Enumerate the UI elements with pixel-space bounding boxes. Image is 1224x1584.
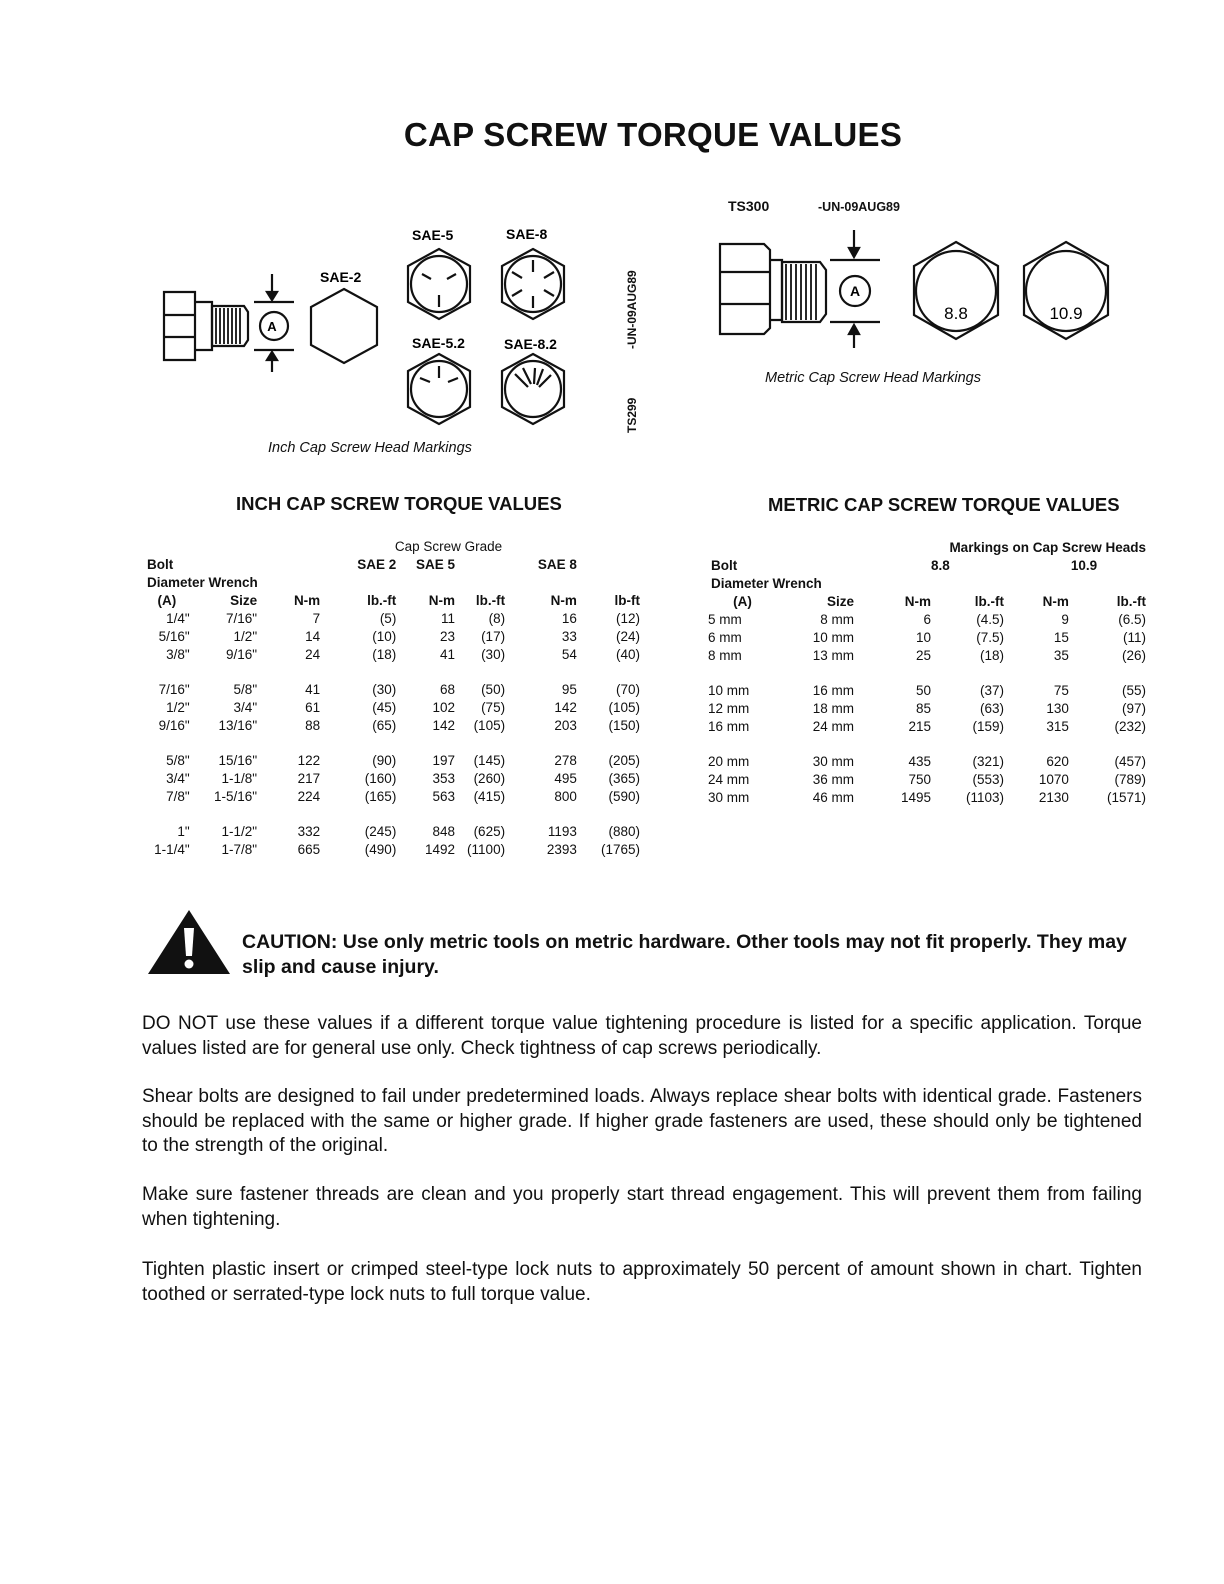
table-cell: 25 — [916, 648, 932, 663]
table-cell: 1" — [177, 824, 190, 839]
inch-table-body — [144, 610, 640, 859]
table-cell: (37) — [980, 683, 1005, 698]
table-cell: (65) — [372, 718, 397, 733]
table-cell: 1495 — [900, 790, 932, 805]
table-cell: 24 mm — [812, 719, 854, 734]
table-cell: 61 — [305, 700, 321, 715]
table-cell: (415) — [473, 789, 506, 804]
sae-5-head-icon — [408, 249, 470, 319]
inch-grade-sae5: SAE 5 — [416, 557, 456, 572]
table-cell: 16 — [561, 611, 577, 626]
table-cell: 353 — [432, 771, 456, 786]
table-cell: (490) — [364, 842, 397, 857]
table-row — [144, 646, 640, 664]
table-cell: (17) — [481, 629, 506, 644]
table-cell: (105) — [608, 700, 640, 715]
inch-head-markings-diagram — [150, 222, 620, 437]
table-cell: 13 mm — [812, 648, 854, 663]
table-cell: (45) — [372, 700, 397, 715]
grade-10-9-label: 10.9 — [1049, 304, 1083, 323]
table-cell: 315 — [1046, 719, 1069, 734]
table-cell: 11 — [441, 611, 456, 626]
table-cell: 10 mm — [812, 630, 854, 645]
table-cell: 68 — [440, 682, 456, 697]
table-row — [144, 841, 640, 859]
table-cell: 14 — [305, 629, 321, 644]
metric-torque-table — [708, 539, 1146, 807]
sae-8-head-icon — [502, 249, 564, 319]
table-cell: 15 — [1053, 630, 1069, 645]
inch-grade-sae8: SAE 8 — [537, 557, 577, 572]
column-header: (A) — [157, 593, 177, 608]
table-cell: (457) — [1114, 754, 1146, 769]
column-header: N-m — [1042, 594, 1069, 609]
table-cell: (24) — [615, 629, 640, 644]
table-cell: 278 — [554, 753, 577, 768]
table-cell: 3/4" — [166, 771, 190, 786]
table-cell: 7 — [312, 611, 321, 626]
table-cell: (1100) — [467, 842, 506, 857]
metric-bolt-label: Bolt — [711, 558, 738, 573]
table-cell: 122 — [297, 753, 321, 768]
table-cell: 1492 — [425, 842, 456, 857]
table-cell: 2393 — [546, 842, 577, 857]
inch-diagram-caption: Inch Cap Screw Head Markings — [268, 440, 472, 456]
paragraph: Make sure fastener threads are clean and you properly start thread engagement. This will prevent them from failing when tightening. — [142, 1184, 1142, 1230]
sae-5-2-head-icon — [408, 354, 470, 424]
table-cell: 217 — [297, 771, 321, 786]
table-cell: (321) — [972, 754, 1005, 769]
inch-torque-table — [144, 538, 640, 859]
table-cell: (245) — [364, 824, 397, 839]
table-cell: 1/2" — [233, 629, 258, 644]
table-cell: (90) — [372, 753, 397, 768]
table-cell: (165) — [364, 789, 397, 804]
metric-8-8-head-icon — [914, 242, 998, 339]
table-cell: 15/16" — [218, 753, 258, 768]
table-cell: 41 — [305, 682, 321, 697]
table-cell: 1/4" — [166, 611, 190, 626]
table-cell: 848 — [432, 824, 456, 839]
table-cell: (590) — [608, 789, 640, 804]
table-cell: (7.5) — [976, 630, 1005, 645]
warning-icon — [146, 908, 232, 976]
table-cell: 33 — [561, 629, 577, 644]
table-cell: (50) — [481, 682, 506, 697]
table-row — [708, 682, 1146, 700]
table-cell: 3/4" — [233, 700, 258, 715]
column-header: lb-ft — [614, 593, 640, 608]
table-row — [708, 611, 1146, 629]
table-cell: 75 — [1053, 683, 1069, 698]
table-cell: (160) — [364, 771, 397, 786]
table-row — [144, 770, 640, 788]
table-cell: 1/2" — [166, 700, 190, 715]
table-cell: 8 mm — [708, 648, 742, 663]
table-cell: 20 mm — [708, 754, 750, 769]
caution-text: CAUTION: Use only metric tools on metric hardware. Other tools may not fit properly. They may slip and cause injury. — [242, 931, 1127, 978]
sae-8-2-head-icon — [502, 354, 564, 424]
table-cell: 197 — [432, 753, 456, 768]
table-cell: 41 — [440, 647, 456, 662]
table-cell: (26) — [1121, 648, 1146, 663]
table-cell: 5/16" — [158, 629, 190, 644]
table-cell: 142 — [554, 700, 577, 715]
table-row — [144, 823, 640, 841]
metric-a-label: A — [849, 283, 861, 299]
table-cell: 1-1/2" — [221, 824, 258, 839]
table-cell: 1-1/8" — [221, 771, 258, 786]
column-header: N-m — [428, 593, 456, 608]
table-cell: 215 — [908, 719, 932, 734]
group-spacer — [144, 806, 640, 823]
sae-8-2-label: SAE-8.2 — [504, 336, 557, 352]
table-cell: (11) — [1122, 630, 1146, 645]
table-cell: (97) — [1121, 701, 1146, 716]
table-cell: (6.5) — [1118, 612, 1146, 627]
table-cell: 36 mm — [812, 772, 854, 787]
table-cell: 35 — [1053, 648, 1069, 663]
table-cell: 24 — [305, 647, 321, 662]
inch-group-header: Cap Screw Grade — [394, 539, 503, 554]
table-cell: 5/8" — [233, 682, 258, 697]
table-cell: 620 — [1046, 754, 1069, 769]
metric-head-markings-diagram — [712, 224, 1122, 354]
table-row — [708, 700, 1146, 718]
table-cell: 10 mm — [708, 683, 750, 698]
table-cell: (75) — [481, 700, 506, 715]
metric-diagram-caption: Metric Cap Screw Head Markings — [765, 370, 981, 386]
table-row — [144, 699, 640, 717]
sae-8-label: SAE-8 — [506, 226, 548, 242]
inch-table-heading: INCH CAP SCREW TORQUE VALUES — [236, 493, 562, 514]
table-cell: 8 mm — [820, 612, 854, 627]
inch-diam-wrench-label: Diameter Wrench — [147, 575, 258, 590]
table-cell: 88 — [305, 718, 321, 733]
metric-diagram-ref: TS300 — [728, 198, 770, 214]
table-cell: (30) — [481, 647, 506, 662]
paragraph: Shear bolts are designed to fail under predetermined loads. Always replace shear bolts with identical grade. Fasteners should be replaced with the same or higher grade. If higher grade fasteners are used, these should only be tightened to the strength of the original. — [142, 1086, 1142, 1156]
table-cell: (8) — [488, 611, 506, 626]
table-cell: (4.5) — [976, 612, 1005, 627]
table-cell: (365) — [608, 771, 640, 786]
table-cell: 224 — [297, 789, 321, 804]
metric-grade-8-8: 8.8 — [931, 558, 950, 573]
metric-table-heading: METRIC CAP SCREW TORQUE VALUES — [768, 494, 1120, 515]
table-cell: (159) — [972, 719, 1005, 734]
table-cell: 332 — [297, 824, 321, 839]
table-cell: (260) — [473, 771, 506, 786]
column-header: lb.-ft — [974, 594, 1005, 609]
table-row — [708, 789, 1146, 807]
table-cell: (105) — [473, 718, 506, 733]
paragraph: DO NOT use these values if a different torque value tightening procedure is listed for a specific application. Torque values listed are for general use only. Check tightness of cap screws periodically. — [142, 1013, 1142, 1059]
inch-bolt-label: Bolt — [147, 557, 174, 572]
table-cell: 1193 — [547, 824, 577, 839]
table-cell: 1-1/4" — [154, 842, 190, 857]
table-row — [144, 681, 640, 699]
table-cell: 30 mm — [812, 754, 854, 769]
table-cell: 7/8" — [166, 789, 190, 804]
column-header: lb.-ft — [367, 593, 397, 608]
table-cell: 435 — [908, 754, 932, 769]
metric-grade-10-9: 10.9 — [1070, 558, 1098, 573]
table-cell: 24 mm — [708, 772, 750, 787]
table-cell: 13/16" — [218, 718, 258, 733]
group-spacer — [144, 735, 640, 752]
table-row — [144, 717, 640, 735]
table-cell: 1-7/8" — [221, 842, 258, 857]
table-row — [708, 629, 1146, 647]
grade-8-8-label: 8.8 — [944, 304, 968, 323]
table-cell: 10 — [916, 630, 932, 645]
table-cell: (1103) — [966, 790, 1005, 805]
table-cell: 1-5/16" — [214, 789, 258, 804]
table-cell: (232) — [1114, 719, 1146, 734]
table-cell: 85 — [916, 701, 932, 716]
metric-diagram-code: -UN-09AUG89 — [818, 200, 900, 214]
table-cell: 7/16" — [226, 611, 258, 626]
table-cell: (880) — [608, 824, 640, 839]
table-cell: (18) — [980, 648, 1005, 663]
table-cell: (70) — [615, 682, 640, 697]
table-cell: 9/16" — [158, 718, 190, 733]
table-cell: (63) — [980, 701, 1005, 716]
table-cell: 750 — [908, 772, 932, 787]
metric-table-body — [708, 611, 1146, 807]
table-row — [144, 752, 640, 770]
table-cell: (1571) — [1106, 790, 1146, 805]
table-cell: 3/8" — [166, 647, 190, 662]
table-row — [708, 771, 1146, 789]
column-header: lb.-ft — [1116, 594, 1146, 609]
inch-column-headers — [144, 592, 640, 610]
column-header: Size — [230, 593, 258, 608]
paragraph: Tighten plastic insert or crimped steel-type lock nuts to approximately 50 percent of amount shown in chart. Tighten toothed or serrated-type lock nuts to full torque value. — [142, 1259, 1142, 1305]
table-cell: 54 — [561, 647, 577, 662]
table-cell: (5) — [379, 611, 397, 626]
table-cell: (789) — [1114, 772, 1146, 787]
table-row — [708, 718, 1146, 736]
sae-2-label: SAE-2 — [320, 269, 362, 285]
table-cell: (205) — [608, 753, 640, 768]
table-cell: 5 mm — [708, 612, 742, 627]
metric-10-9-head-icon — [1024, 242, 1108, 339]
table-cell: 5/8" — [166, 753, 190, 768]
table-cell: (12) — [615, 611, 640, 626]
table-cell: 50 — [916, 683, 932, 698]
table-cell: (145) — [473, 753, 506, 768]
table-cell: (1765) — [600, 842, 640, 857]
table-row — [708, 753, 1146, 771]
inch-a-label: A — [267, 319, 277, 334]
table-cell: 16 mm — [708, 719, 750, 734]
inch-grade-sae2: SAE 2 — [357, 557, 397, 572]
table-row — [144, 628, 640, 646]
table-cell: 6 — [923, 612, 932, 627]
table-cell: 16 mm — [812, 683, 854, 698]
metric-diam-wrench-label: Diameter Wrench — [711, 576, 822, 591]
table-cell: 95 — [561, 682, 577, 697]
table-cell: (18) — [372, 647, 397, 662]
table-row — [144, 610, 640, 628]
sae-5-label: SAE-5 — [412, 227, 454, 243]
table-cell: 46 mm — [812, 790, 854, 805]
table-row — [144, 788, 640, 806]
table-cell: 2130 — [1038, 790, 1069, 805]
group-spacer — [144, 664, 640, 681]
table-cell: (10) — [372, 629, 397, 644]
group-spacer — [708, 665, 1146, 682]
table-row — [708, 647, 1146, 665]
table-cell: 23 — [440, 629, 456, 644]
table-cell: 9/16" — [226, 647, 258, 662]
metric-column-headers — [708, 593, 1146, 611]
page-title: CAP SCREW TORQUE VALUES — [403, 116, 903, 153]
table-cell: (553) — [972, 772, 1005, 787]
sae-5-2-label: SAE-5.2 — [412, 335, 465, 351]
table-cell: 6 mm — [708, 630, 742, 645]
column-header: (A) — [733, 594, 752, 609]
column-header: lb.-ft — [475, 593, 506, 608]
table-cell: 665 — [297, 842, 321, 857]
table-cell: 1070 — [1038, 772, 1069, 787]
table-cell: 495 — [554, 771, 577, 786]
table-cell: (30) — [372, 682, 397, 697]
table-cell: 203 — [554, 718, 577, 733]
table-cell: (55) — [1121, 683, 1146, 698]
inch-diagram-ref: TS299 — [625, 397, 639, 433]
metric-group-header: Markings on Cap Screw Heads — [949, 540, 1146, 555]
inch-diagram-code: -UN-09AUG89 — [625, 270, 639, 349]
table-cell: (625) — [473, 824, 506, 839]
table-cell: 18 mm — [812, 701, 854, 716]
column-header: Size — [826, 594, 854, 609]
table-cell: 130 — [1046, 701, 1069, 716]
table-cell: 102 — [432, 700, 456, 715]
table-cell: 142 — [432, 718, 456, 733]
column-header: N-m — [904, 594, 932, 609]
table-cell: 563 — [432, 789, 456, 804]
group-spacer — [708, 736, 1146, 753]
column-header: N-m — [293, 593, 321, 608]
table-cell: (150) — [608, 718, 640, 733]
column-header: N-m — [550, 593, 577, 608]
table-cell: 800 — [554, 789, 577, 804]
table-cell: 7/16" — [158, 682, 190, 697]
table-cell: (40) — [615, 647, 640, 662]
sae-2-head-icon — [311, 289, 377, 363]
table-cell: 30 mm — [708, 790, 750, 805]
table-cell: 9 — [1061, 612, 1069, 627]
table-cell: 12 mm — [708, 701, 750, 716]
